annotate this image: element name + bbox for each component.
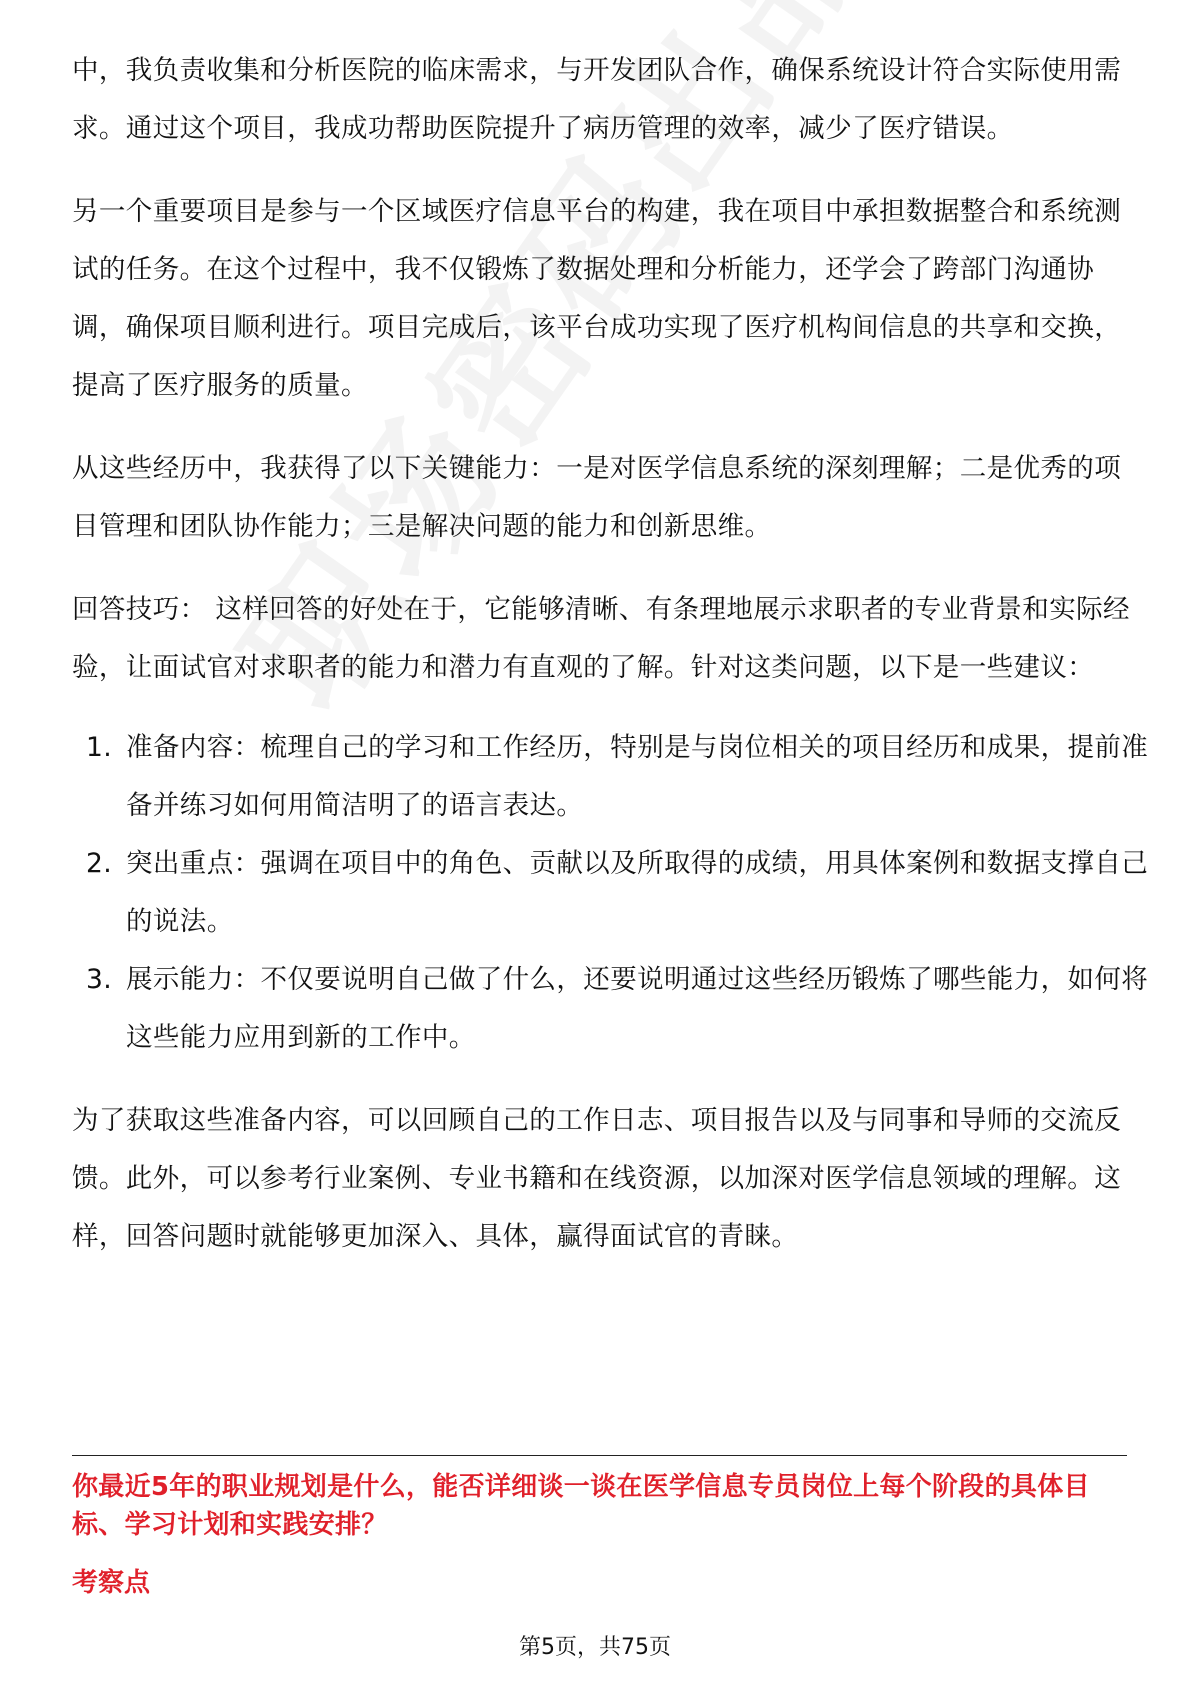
section-divider: [72, 1455, 1127, 1456]
list-item: [72, 719, 1154, 835]
suggestion-list: [72, 719, 1149, 1067]
list-number: 2.: [86, 848, 113, 879]
list-item-text: 准备内容：梳理自己的学习和工作经历，特别是与岗位相关的项目经历和成果，提前准备并练习如何用简洁明了的语言表达。: [126, 732, 1149, 821]
paragraph-project-continued: 中，我负责收集和分析医院的临床需求，与开发团队合作，确保系统设计符合实际使用需求。通过这个项目，我成功帮助医院提升了病历管理的效率，减少了医疗错误。: [72, 55, 1122, 144]
interview-question: 你最近5年的职业规划是什么，能否详细谈一谈在医学信息专员岗位上每个阶段的具体目标、学习计划和实践安排？: [72, 1472, 1090, 1540]
list-item: [72, 951, 1154, 1067]
paragraph-key-abilities: 从这些经历中，我获得了以下关键能力：一是对医学信息系统的深刻理解；二是优秀的项目管理和团队协作能力；三是解决问题的能力和创新思维。: [72, 453, 1122, 542]
list-item-text: 突出重点：强调在项目中的角色、贡献以及所取得的成绩，用具体案例和数据支撑自己的说法。: [126, 848, 1149, 937]
body-content: [72, 42, 1149, 1266]
paragraph-answer-tips: 回答技巧： 这样回答的好处在于，它能够清晰、有条理地展示求职者的专业背景和实际经验，让面试官对求职者的能力和潜力有直观的了解。针对这类问题，以下是一些建议：: [72, 594, 1130, 683]
list-number: 1.: [86, 732, 113, 763]
list-item-text: 展示能力：不仅要说明自己做了什么，还要说明通过这些经历锻炼了哪些能力，如何将这些能力应用到新的工作中。: [126, 964, 1149, 1053]
paragraph-preparation-sources: 为了获取这些准备内容，可以回顾自己的工作日志、项目报告以及与同事和导师的交流反馈。此外，可以参考行业案例、专业书籍和在线资源，以加深对医学信息领域的理解。这样，回答问题时就能够更加深入、具体，赢得面试官的青睐。: [72, 1105, 1122, 1252]
paragraph-regional-platform: 另一个重要项目是参与一个区域医疗信息平台的构建，我在项目中承担数据整合和系统测试的任务。在这个过程中，我不仅锻炼了数据处理和分析能力，还学会了跨部门沟通协调，确保项目顺利进行。项目完成后，该平台成功实现了医疗机构间信息的共享和交换，提高了医疗服务的质量。: [72, 196, 1122, 401]
list-number: 3.: [86, 964, 113, 995]
page-number-footer: 第5页，共75页: [519, 1635, 671, 1660]
list-item: [72, 835, 1154, 951]
section-subheading: 考察点: [72, 1568, 151, 1598]
